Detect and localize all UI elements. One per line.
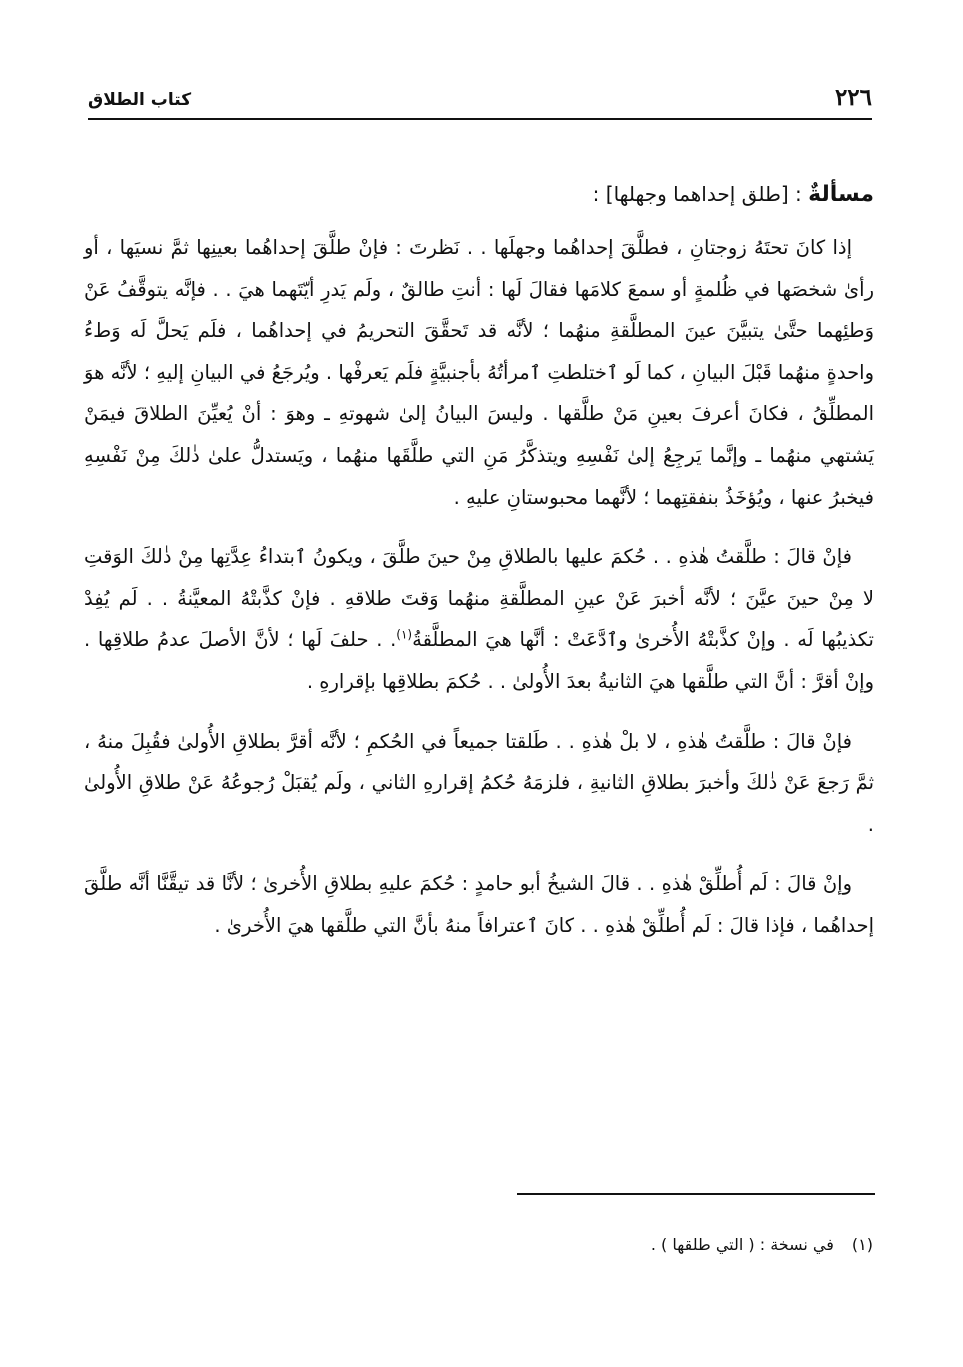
- section-heading-word: مسألةٌ: [808, 182, 874, 207]
- main-text: [84, 168, 874, 965]
- header-divider: [88, 118, 872, 120]
- footnote-number: (١): [851, 1235, 873, 1254]
- paragraph: فإنْ قالَ : طلَّقتُ هٰذهِ ، لا بلْ هٰذهِ . . طَلقتا جميعاً في الحُكمِ ؛ لأنَّه أقرَّ بطلاقِ الأُولىٰ فقُبِلَ منهُ ، ثمَّ رَجعَ عَنْ ذٰلكَ وأخبرَ بطلاقِ الثانيةِ ، فلزمَهُ حُكمُ إقرارهِ الثاني ، ولَم يُقبَلْ رُجوعُهُ عَنْ طلاقِ الأُولىٰ .: [84, 729, 874, 836]
- page-number: ٢٢٦: [834, 84, 872, 111]
- section-heading-separator: :: [788, 182, 809, 206]
- footnote-text: في نسخة : ( التي طلقها ) .: [650, 1235, 834, 1254]
- paragraph: [84, 536, 874, 702]
- paragraph: إذا كانَ تحتَهُ زوجتانِ ، فطلَّقَ إحداهُما وجهلَها . . نَظرتَ : فإنْ طلَّقَ إحداهُما بعينِها ثمَّ نسيَها ، أو رأىٰ شخصَها في ظُلمةٍ أو سمعَ كلامَها فقالَ لَها : أنتِ طالقٌ ، ولَم يَدرِ أيّتَهما هيَ . . فإنَّه يتوقَّفُ عَنْ وَطئِهما حتَّىٰ يتبيَّنَ عينَ المطلَّقةِ منهُما ؛ لأنَّه قد تَحقَّقَ التحريمُ في إحداهُما ، فلَم يَحلَّ لَه وَطءُ واحدةٍ منهُما قَبْلَ البيانِ ، كما لَو ٱختلطتِ ٱمرأتُهُ بأجنبيَّةٍ فلَم يَعرفْها . ويُرجَعُ في البيانِ إليهِ ؛ لأنَّه هوَ المطلِّقُ ، فكانَ أعرفَ بعينِ مَنْ طلَّقها . وليسَ البيانُ إلىٰ شهوتهِ ـ وهوَ : أنْ يُعيِّنَ الطلاقَ فيمَنْ يَشتهي منهُما ـ وإنَّما يَرجِعُ إلىٰ نَفْسِهِ ويتذكَّرُ مَنِ التي طلَّقَها منهُما ، ويَستدلُّ علىٰ ذٰلكَ مِنْ نَفْسِهِ فيخبرُ عنها ، ويُؤخَذُ بنفقتِهما ؛ لأنَّهما محبوستانِ عليهِ .: [84, 236, 874, 509]
- paragraph: وإنْ قالَ : لَم أُطلِّقْ هٰذهِ . . قالَ الشيخُ أبو حامدٍ : حُكمَ عليهِ بطلاقِ الأُخرىٰ ؛ لأنَّا قد تيقَّنَّا أنَّه طلَّقَ إحداهُما ، فإذا قالَ : لَم أُطلِّقْ هٰذهِ . . كانَ ٱعترافاً منهُ بأنَّ التي طلَّقها هيَ الأُخرىٰ .: [84, 872, 874, 937]
- footnote: [173, 1232, 873, 1258]
- section-heading: [84, 168, 874, 221]
- footnote-marker: (١): [396, 627, 413, 642]
- running-header: [88, 72, 872, 112]
- book-title: كتاب الطلاق: [88, 90, 192, 110]
- paragraph-text: . . حلفَ لَها ؛ لأنَّ الأصلَ عدمُ طلاقِها . وإنْ أقرَّ : أنَّ التي طلَّقها هيَ الثانيةُ بعدَ الأُولىٰ . . حُكمَ بطلاقِها بإقرارهِ .: [84, 628, 874, 693]
- section-heading-title: [طلق إحداهما وجهلها] :: [592, 182, 789, 206]
- paragraph-text: فإنْ قالَ : طلَّقتُ هٰذهِ . . حُكمَ عليها بالطلاقِ مِنْ حينَ طلَّقَ ، ويكونُ ٱبتداءُ عِدَّتِها مِنْ ذٰلكَ الوَقتِ لا مِنْ حينَ عيَّنَ ؛ لأنَّه أخبرَ عَنْ عينِ المطلَّقةِ منهُما وَقتَ طلاقهِ . فإنْ كذَّبتْهُ المعيَّنةُ . . لَم يُفِدْ تكذيبُها لَه . وإنْ كذَّبتْهُ الأُخرىٰ وٱدَّعَتْ : أنَّها هيَ المطلَّقةُ: [84, 545, 874, 652]
- footnote-divider: [517, 1193, 875, 1195]
